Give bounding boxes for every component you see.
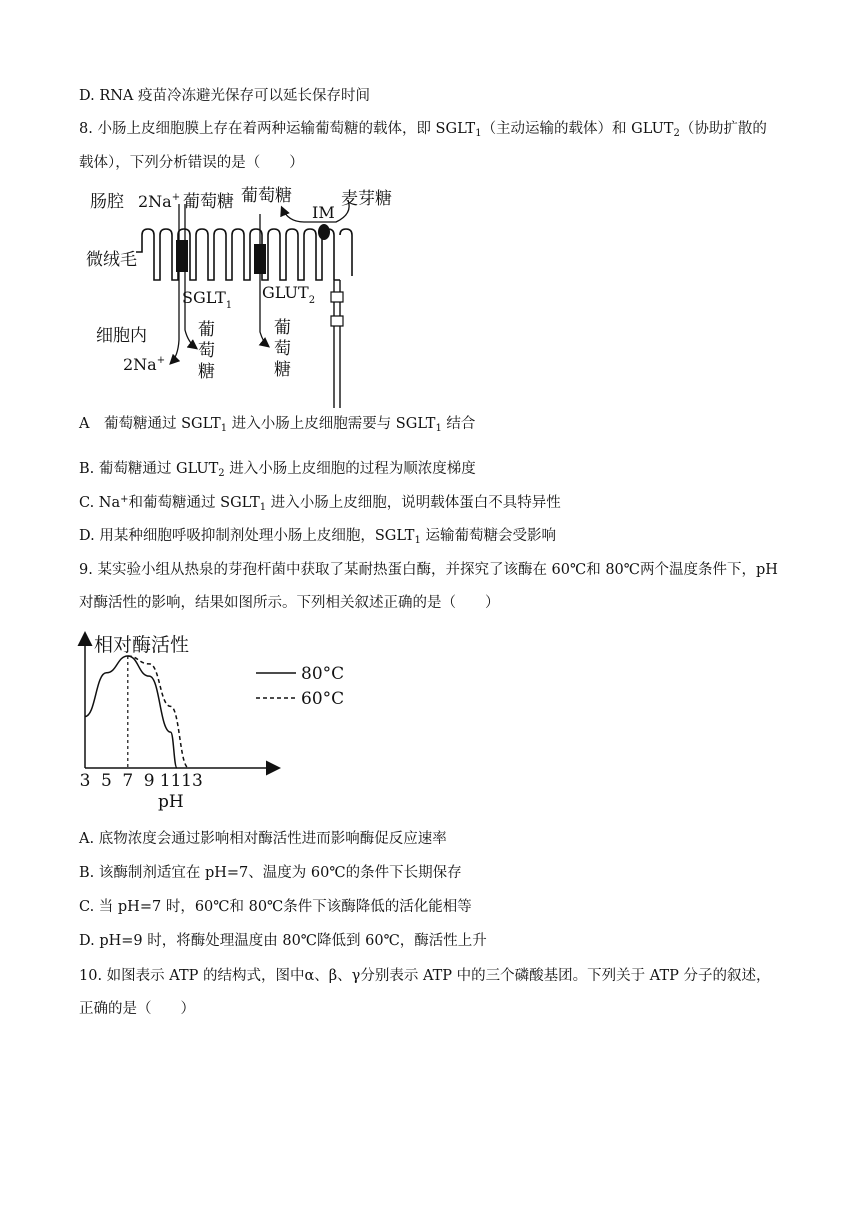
q9-stem: 9. 某实验小组从热泉的芽孢杆菌中获取了某耐热蛋白酶，并探究了该酶在 60℃和 80℃两个温度条件下，pH [79,562,778,578]
series-line-80c [85,656,177,768]
glucose-out-2-char2: 萄 [274,339,291,359]
q8-option-d: D. 用某种细胞呼吸抑制剂处理小肠上皮细胞，$SGLT_1$ 运输葡萄糖会受影响 [79,528,556,546]
glucose-out-2-char1: 葡 [274,318,291,338]
glucose-top-label-2: 葡萄糖 [241,186,292,206]
sglt1-label: $SGLT_1$ [182,288,233,311]
membrane-transport-diagram [78,180,408,408]
x-tick-label: 7 [122,771,134,791]
na-transport-arrow [171,204,179,363]
legend-80c-label: 80°C [301,664,345,684]
q10-stem-line2: 正确的是（ ） [79,1001,195,1017]
glucose-out-2-char3: 糖 [274,360,291,380]
glucose-top-label-1: 葡萄糖 [183,192,234,212]
q8-option-a: A 葡萄糖通过 $SGLT_1$ 进入小肠上皮细胞需要与 $SGLT_1$ 结合 [79,416,476,434]
lumen-label: 肠腔 [90,192,124,212]
glut2-label: $GLUT_2$ [262,283,316,306]
q8-stem-line2: 载体），下列分析错误的是（ ） [79,155,304,171]
q8-option-c: C. Na+和葡萄糖通过 $SGLT_1$ 进入小肠上皮细胞，说明载体蛋白不具特异性 [79,494,561,513]
q10-stem: 10. 如图表示 ATP 的结构式，图中α、β、γ分别表示 ATP 中的三个磷酸基团。下列关于 ATP 分子的叙述， [79,968,771,984]
q9-option-b: B. 该酶制剂适宜在 pH=7、温度为 60℃的条件下长期保存 [79,865,462,881]
series-line-60c [128,656,189,768]
q9-option-a: A. 底物浓度会通过影响相对酶活性进而影响酶促反应速率 [79,831,447,847]
q7-option-d: D. RNA 疫苗冷冻避光保存可以延长保存时间 [79,88,371,104]
x-tick-label: 9 [143,771,155,791]
microvilli-label: 微绒毛 [86,250,137,270]
x-tick-label: 13 [181,771,203,791]
im-enzyme [318,224,330,240]
enzyme-activity-chart [74,624,364,814]
x-tick-label: 3 [79,771,91,791]
q9-option-c: C. 当 pH=7 时，60℃和 80℃条件下该酶降低的活化能相等 [79,899,472,915]
q9-stem-line2: 对酶活性的影响，结果如图所示。下列相关叙述正确的是（ ） [79,595,500,611]
sglt1-protein [176,240,188,272]
legend-60c-label: 60°C [301,689,345,709]
glucose-out-1-char3: 糖 [198,362,215,382]
maltose-label: 麦芽糖 [341,189,392,209]
x-tick-label: 5 [100,771,112,791]
na-out-label: 2Na+ [123,355,166,374]
glucose-out-1-char1: 葡 [198,320,215,340]
x-axis-label: pH [158,792,184,812]
y-axis-label: 相对酶活性 [94,634,190,656]
x-tick-label: 11 [159,771,182,791]
intracellular-label: 细胞内 [96,326,147,346]
na-in-label: 2Na+ [138,192,181,211]
junction-knots [331,292,343,326]
glucose-out-1-char2: 萄 [198,341,215,361]
q8-stem: 8. 小肠上皮细胞膜上存在着两种运输葡萄糖的载体，即 $SGLT_1$（主动运输的载体）和 $GLUT_2$（协助扩散的 [79,121,767,139]
im-label: IM [312,203,335,222]
q8-option-b: B. 葡萄糖通过 $GLUT_2$ 进入小肠上皮细胞的过程为顺浓度梯度 [79,461,476,479]
membrane-microvilli [136,229,322,280]
q9-option-d: D. pH=9 时，将酶处理温度由 80℃降低到 60℃，酶活性上升 [79,933,487,949]
